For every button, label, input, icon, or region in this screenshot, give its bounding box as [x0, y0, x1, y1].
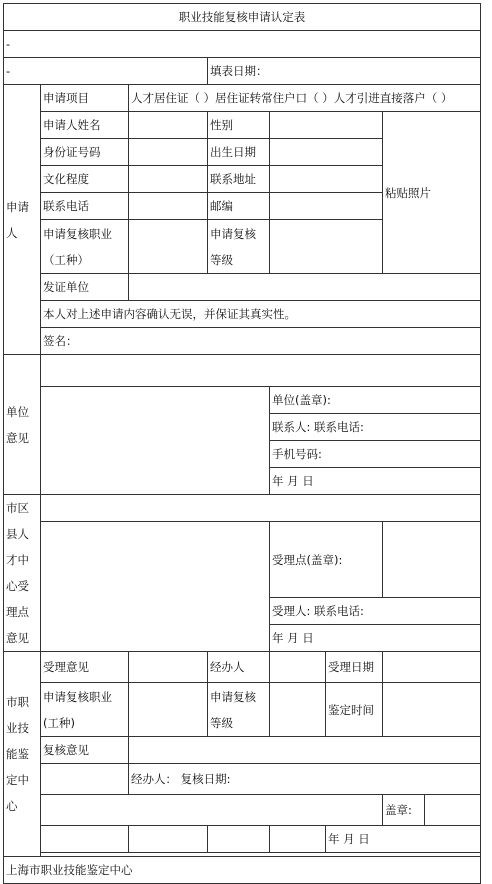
photo-area[interactable]: 粘贴照片 [383, 112, 481, 274]
accept-date-label: 受理日期 [326, 652, 383, 683]
center-bottom-cell-3[interactable] [208, 826, 270, 853]
appraisal-time-label: 鉴定时间 [326, 683, 383, 737]
footer-org-name: 上海市职业技能鉴定中心 [4, 857, 481, 884]
postcode-input[interactable] [270, 193, 383, 220]
center-seal-input[interactable] [425, 795, 481, 826]
id-input[interactable] [129, 139, 208, 166]
center-date-field[interactable]: 年 月 日 [326, 826, 481, 853]
gender-label: 性别 [208, 112, 270, 139]
unit-opinion-label: 单位意见 [4, 355, 41, 495]
review-application-form [3, 3, 481, 884]
birth-input[interactable] [270, 139, 383, 166]
unit-date-field[interactable]: 年 月 日 [270, 468, 481, 495]
issuer-input[interactable] [129, 274, 481, 301]
talent-center-seal-field[interactable]: 受理点(盖章): [270, 522, 383, 598]
postcode-label: 邮编 [208, 193, 270, 220]
accept-opinion-label: 受理意见 [41, 652, 129, 683]
talent-center-seal-blank[interactable] [383, 522, 481, 598]
handler-input[interactable] [270, 652, 326, 683]
unit-mobile-field[interactable]: 手机号码: [270, 441, 481, 468]
appraisal-time-input[interactable] [383, 683, 481, 737]
center-seal-label: 盖章: [383, 795, 425, 826]
review-opinion-label: 复核意见 [41, 737, 129, 764]
handler-label: 经办人 [208, 652, 270, 683]
accept-opinion-input[interactable] [129, 652, 208, 683]
header-dash-1: - [4, 31, 481, 58]
phone-label: 联系电话 [41, 193, 129, 220]
talent-center-label: 市区县人才中心受理点意见 [4, 495, 41, 652]
center-review-job-input[interactable] [129, 683, 208, 737]
center-seal-blank[interactable] [41, 795, 383, 826]
talent-center-content[interactable] [41, 522, 270, 652]
education-label: 文化程度 [41, 166, 129, 193]
unit-opinion-content[interactable] [41, 387, 270, 495]
review-level-input[interactable] [270, 220, 383, 274]
review-opinion-blank[interactable] [41, 764, 129, 795]
review-job-label: 申请复核职业（工种） [41, 220, 129, 274]
birth-label: 出生日期 [208, 139, 270, 166]
talent-center-blank[interactable] [41, 495, 481, 522]
center-bottom-cell-4[interactable] [270, 826, 326, 853]
project-options[interactable]: 人才居住证（ ）居住证转常住户口（ ）人才引进直接落户（ ） [129, 85, 481, 112]
form-title: 职业技能复核申请认定表 [4, 4, 481, 31]
review-opinion-input[interactable] [129, 737, 481, 764]
accept-date-input[interactable] [383, 652, 481, 683]
declaration-text: 本人对上述申请内容确认无误，并保证其真实性。 [41, 301, 481, 328]
center-bottom-cell-1[interactable] [41, 826, 129, 853]
fill-date-field[interactable]: 填表日期： [208, 58, 481, 85]
project-label: 申请项目 [41, 85, 129, 112]
id-label: 身份证号码 [41, 139, 129, 166]
center-review-job-label: 申请复核职业(工种) [41, 683, 129, 737]
center-review-level-label: 申请复核等级 [208, 683, 270, 737]
unit-seal-field[interactable]: 单位(盖章): [270, 387, 481, 414]
center-bottom-cell-2[interactable] [129, 826, 208, 853]
handler-date-field[interactable]: 经办人： 复核日期: [129, 764, 481, 795]
issuer-label: 发证单位 [41, 274, 129, 301]
header-dash-2: - [4, 58, 208, 85]
phone-input[interactable] [129, 193, 208, 220]
talent-center-date-field[interactable]: 年 月 日 [270, 625, 481, 652]
name-label: 申请人姓名 [41, 112, 129, 139]
talent-center-handler-field[interactable]: 受理人: 联系电话: [270, 598, 481, 625]
review-level-label: 申请复核等级 [208, 220, 270, 274]
address-input[interactable] [270, 166, 383, 193]
unit-contact-field[interactable]: 联系人: 联系电话: [270, 414, 481, 441]
applicant-group-label: 申请人 [4, 85, 41, 355]
education-input[interactable] [129, 166, 208, 193]
name-input[interactable] [129, 112, 208, 139]
unit-opinion-blank[interactable] [41, 355, 481, 387]
appraisal-center-label: 市职业技能鉴定中心 [4, 652, 41, 857]
address-label: 联系地址 [208, 166, 270, 193]
review-job-input[interactable] [129, 220, 208, 274]
gender-input[interactable] [270, 112, 383, 139]
center-review-level-input[interactable] [270, 683, 326, 737]
signature-field[interactable]: 签名： [41, 328, 481, 355]
